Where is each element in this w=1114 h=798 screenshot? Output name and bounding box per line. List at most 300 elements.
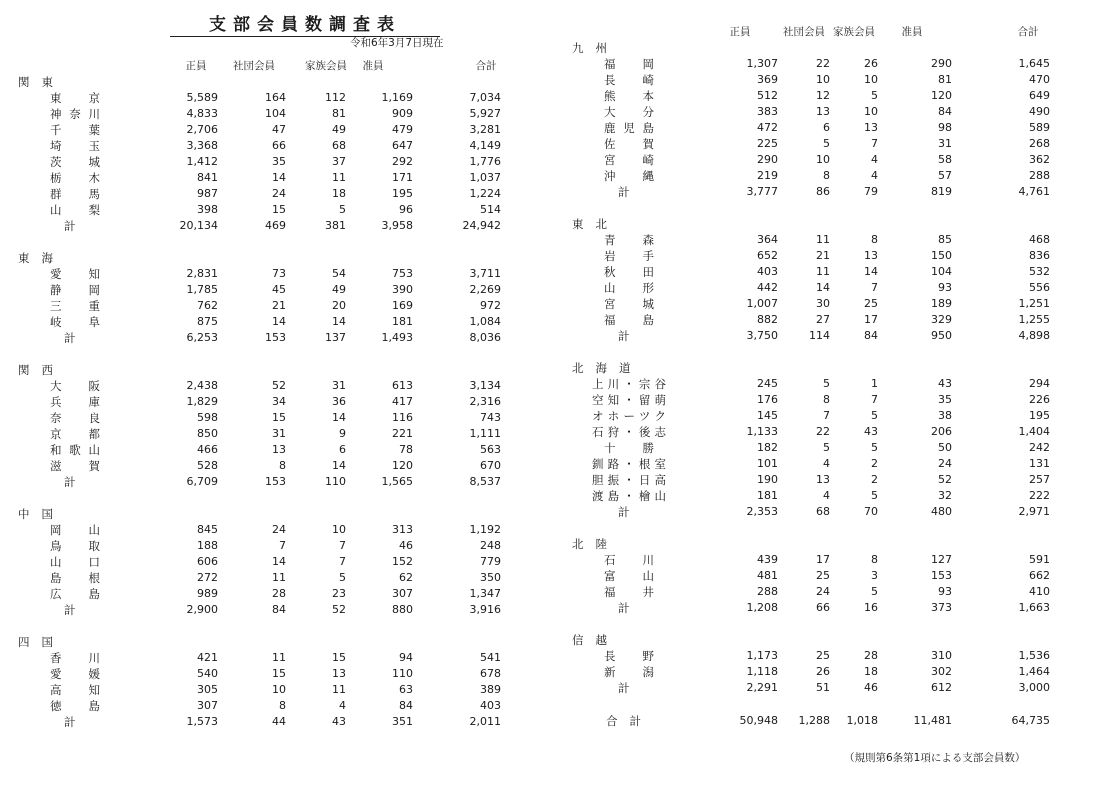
value-cell: 114 — [809, 329, 830, 342]
value-cell: 442 — [757, 281, 778, 294]
value-cell: 36 — [332, 395, 346, 408]
value-cell: 1,037 — [469, 171, 501, 184]
header-kazoku: 家族会員 — [833, 26, 875, 38]
value-cell: 4,833 — [186, 107, 218, 120]
value-cell: 9 — [339, 427, 346, 440]
table-row — [18, 458, 558, 474]
branch-name: 福井 — [604, 585, 654, 599]
value-cell: 950 — [931, 329, 952, 342]
value-cell: 836 — [1029, 249, 1050, 262]
value-cell: 2,706 — [186, 123, 218, 136]
table-row — [18, 394, 558, 410]
region-name: 東海 — [18, 251, 65, 265]
branch-name: 大分 — [604, 105, 654, 119]
table-row — [18, 106, 558, 122]
value-cell: 850 — [197, 427, 218, 440]
value-cell: 7 — [871, 281, 878, 294]
value-cell: 153 — [265, 331, 286, 344]
region-name: 中国 — [18, 507, 65, 521]
value-cell: 1,118 — [746, 665, 778, 678]
value-cell: 305 — [197, 683, 218, 696]
table-row — [572, 88, 1112, 104]
table-row — [18, 202, 558, 218]
value-cell: 310 — [931, 649, 952, 662]
branch-name: 静岡 — [50, 283, 100, 297]
value-cell: 131 — [1029, 457, 1050, 470]
value-cell: 21 — [816, 249, 830, 262]
value-cell: 5 — [823, 137, 830, 150]
branch-name: 山口 — [50, 555, 100, 569]
as-of-date: 令和6年3月7日現在 — [350, 37, 444, 49]
value-cell: 3,777 — [746, 185, 778, 198]
region-name: 四国 — [18, 635, 65, 649]
value-cell: 469 — [265, 219, 286, 232]
value-cell: 14 — [272, 555, 286, 568]
value-cell: 14 — [272, 315, 286, 328]
value-cell: 37 — [332, 155, 346, 168]
value-cell: 417 — [392, 395, 413, 408]
value-cell: 1,536 — [1018, 649, 1050, 662]
value-cell: 7 — [871, 393, 878, 406]
subtotal-label: 計 — [64, 219, 76, 233]
table-row — [572, 392, 1112, 408]
value-cell: 116 — [392, 411, 413, 424]
value-cell: 153 — [931, 569, 952, 582]
spacer — [572, 696, 1112, 712]
header-seiin: 正員 — [729, 26, 751, 38]
region-name: 関東 — [18, 75, 65, 89]
value-cell: 32 — [938, 489, 952, 502]
region-row — [572, 632, 1112, 648]
value-cell: 112 — [325, 91, 346, 104]
value-cell: 14 — [332, 411, 346, 424]
value-cell: 23 — [332, 587, 346, 600]
table-row — [18, 298, 558, 314]
value-cell: 70 — [864, 505, 878, 518]
value-cell: 15 — [272, 203, 286, 216]
value-cell: 25 — [816, 649, 830, 662]
value-cell: 20,134 — [179, 219, 218, 232]
value-cell: 2,316 — [469, 395, 501, 408]
value-cell: 38 — [938, 409, 952, 422]
value-cell: 753 — [392, 267, 413, 280]
value-cell: 2,438 — [186, 379, 218, 392]
value-cell: 3,711 — [469, 267, 501, 280]
value-cell: 51 — [816, 681, 830, 694]
spacer — [18, 618, 558, 634]
footnote: （規則第6条第1項による支部会員数） — [844, 752, 1026, 764]
header-junin: 准員 — [901, 26, 923, 38]
value-cell: 4 — [871, 169, 878, 182]
table-row — [18, 378, 558, 394]
table-row — [572, 440, 1112, 456]
value-cell: 13 — [864, 121, 878, 134]
value-cell: 27 — [816, 313, 830, 326]
value-cell: 292 — [392, 155, 413, 168]
value-cell: 439 — [757, 553, 778, 566]
table-row — [572, 376, 1112, 392]
value-cell: 13 — [332, 667, 346, 680]
value-cell: 44 — [272, 715, 286, 728]
value-cell: 1,573 — [186, 715, 218, 728]
spacer — [18, 490, 558, 506]
value-cell: 8 — [823, 393, 830, 406]
value-cell: 13 — [816, 105, 830, 118]
table-row — [572, 104, 1112, 120]
value-cell: 153 — [265, 475, 286, 488]
value-cell: 532 — [1029, 265, 1050, 278]
value-cell: 3,281 — [469, 123, 501, 136]
value-cell: 7 — [279, 539, 286, 552]
value-cell: 4,761 — [1018, 185, 1050, 198]
value-cell: 10 — [864, 105, 878, 118]
branch-name: 富山 — [604, 569, 654, 583]
value-cell: 1,224 — [469, 187, 501, 200]
branch-name: 宮城 — [604, 297, 654, 311]
value-cell: 188 — [197, 539, 218, 552]
value-cell: 589 — [1029, 121, 1050, 134]
value-cell: 62 — [399, 571, 413, 584]
branch-name: 三重 — [50, 299, 100, 313]
value-cell: 3 — [871, 569, 878, 582]
value-cell: 383 — [757, 105, 778, 118]
branch-name: 空知・留萌 — [592, 393, 666, 407]
value-cell: 137 — [325, 331, 346, 344]
value-cell: 68 — [332, 139, 346, 152]
region-name: 九州 — [572, 41, 619, 55]
value-cell: 528 — [197, 459, 218, 472]
table-row — [18, 410, 558, 426]
value-cell: 3,368 — [186, 139, 218, 152]
table-row — [572, 552, 1112, 568]
value-cell: 466 — [197, 443, 218, 456]
value-cell: 13 — [864, 249, 878, 262]
value-cell: 120 — [392, 459, 413, 472]
table-row — [572, 168, 1112, 184]
value-cell: 5,927 — [469, 107, 501, 120]
value-cell: 206 — [931, 425, 952, 438]
value-cell: 290 — [757, 153, 778, 166]
value-cell: 46 — [399, 539, 413, 552]
table-row — [18, 538, 558, 554]
value-cell: 1,251 — [1018, 297, 1050, 310]
value-cell: 110 — [325, 475, 346, 488]
value-cell: 14 — [332, 459, 346, 472]
value-cell: 670 — [480, 459, 501, 472]
value-cell: 164 — [265, 91, 286, 104]
table-header — [572, 24, 1112, 40]
branch-name: 胆振・日高 — [592, 473, 666, 487]
branch-name: 山形 — [604, 281, 654, 295]
value-cell: 373 — [931, 601, 952, 614]
value-cell: 84 — [272, 603, 286, 616]
value-cell: 5 — [339, 203, 346, 216]
branch-name: 長崎 — [604, 73, 654, 87]
value-cell: 2,011 — [469, 715, 501, 728]
value-cell: 24 — [938, 457, 952, 470]
value-cell: 25 — [864, 297, 878, 310]
value-cell: 17 — [816, 553, 830, 566]
value-cell: 182 — [757, 441, 778, 454]
value-cell: 150 — [931, 249, 952, 262]
value-cell: 1,084 — [469, 315, 501, 328]
value-cell: 25 — [816, 569, 830, 582]
branch-name: 熊本 — [604, 89, 654, 103]
table-row — [572, 456, 1112, 472]
subtotal-row — [572, 600, 1112, 616]
table-row — [18, 122, 558, 138]
value-cell: 96 — [399, 203, 413, 216]
value-cell: 6,253 — [186, 331, 218, 344]
table-row — [18, 586, 558, 602]
branch-name: 上川・宗谷 — [592, 377, 666, 391]
value-cell: 93 — [938, 281, 952, 294]
value-cell: 2 — [871, 473, 878, 486]
value-cell: 403 — [757, 265, 778, 278]
value-cell: 49 — [332, 123, 346, 136]
table-row — [572, 472, 1112, 488]
value-cell: 662 — [1029, 569, 1050, 582]
subtotal-row — [18, 474, 558, 490]
branch-name: 奈良 — [50, 411, 100, 425]
value-cell: 1,018 — [846, 714, 878, 727]
value-cell: 18 — [332, 187, 346, 200]
branch-name: 広島 — [50, 587, 100, 601]
branch-name: 徳島 — [50, 699, 100, 713]
value-cell: 46 — [864, 681, 878, 694]
subtotal-label: 計 — [64, 715, 76, 729]
value-cell: 248 — [480, 539, 501, 552]
value-cell: 3,750 — [746, 329, 778, 342]
value-cell: 841 — [197, 171, 218, 184]
value-cell: 540 — [197, 667, 218, 680]
value-cell: 8,036 — [469, 331, 501, 344]
value-cell: 17 — [864, 313, 878, 326]
table-row — [18, 554, 558, 570]
table-row — [18, 650, 558, 666]
value-cell: 31 — [332, 379, 346, 392]
grand-total-row — [572, 712, 1112, 730]
value-cell: 762 — [197, 299, 218, 312]
value-cell: 13 — [272, 443, 286, 456]
subtotal-label: 計 — [618, 681, 630, 695]
value-cell: 73 — [272, 267, 286, 280]
value-cell: 514 — [480, 203, 501, 216]
value-cell: 7 — [339, 555, 346, 568]
value-cell: 880 — [392, 603, 413, 616]
table-row — [572, 296, 1112, 312]
value-cell: 35 — [938, 393, 952, 406]
branch-name: 佐賀 — [604, 137, 654, 151]
table-row — [18, 154, 558, 170]
value-cell: 294 — [1029, 377, 1050, 390]
value-cell: 104 — [931, 265, 952, 278]
value-cell: 652 — [757, 249, 778, 262]
value-cell: 4 — [339, 699, 346, 712]
header-junin: 准員 — [362, 60, 384, 72]
value-cell: 5 — [823, 441, 830, 454]
value-cell: 63 — [399, 683, 413, 696]
grand-total-label: 合計 — [606, 714, 653, 728]
value-cell: 226 — [1029, 393, 1050, 406]
value-cell: 20 — [332, 299, 346, 312]
value-cell: 819 — [931, 185, 952, 198]
branch-name: 埼玉 — [50, 139, 100, 153]
region-name: 北海道 — [572, 361, 643, 375]
table-row — [18, 170, 558, 186]
value-cell: 1,133 — [746, 425, 778, 438]
value-cell: 369 — [757, 73, 778, 86]
branch-name: 島根 — [50, 571, 100, 585]
value-cell: 470 — [1029, 73, 1050, 86]
value-cell: 302 — [931, 665, 952, 678]
table-row — [18, 314, 558, 330]
value-cell: 268 — [1029, 137, 1050, 150]
value-cell: 31 — [272, 427, 286, 440]
value-cell: 987 — [197, 187, 218, 200]
value-cell: 52 — [272, 379, 286, 392]
value-cell: 8,537 — [469, 475, 501, 488]
value-cell: 398 — [197, 203, 218, 216]
value-cell: 24 — [816, 585, 830, 598]
value-cell: 288 — [757, 585, 778, 598]
spacer — [572, 200, 1112, 216]
value-cell: 3,916 — [469, 603, 501, 616]
value-cell: 5 — [339, 571, 346, 584]
value-cell: 13 — [816, 473, 830, 486]
value-cell: 57 — [938, 169, 952, 182]
table-row — [572, 584, 1112, 600]
spacer — [18, 346, 558, 362]
subtotal-label: 計 — [618, 505, 630, 519]
subtotal-row — [18, 602, 558, 618]
value-cell: 612 — [931, 681, 952, 694]
branch-name: 山梨 — [50, 203, 100, 217]
branch-name: 福島 — [604, 313, 654, 327]
value-cell: 480 — [931, 505, 952, 518]
value-cell: 556 — [1029, 281, 1050, 294]
value-cell: 26 — [864, 57, 878, 70]
value-cell: 390 — [392, 283, 413, 296]
value-cell: 1,007 — [746, 297, 778, 310]
branch-name: 鳥取 — [50, 539, 100, 553]
subtotal-row — [572, 680, 1112, 696]
value-cell: 47 — [272, 123, 286, 136]
value-cell: 2,291 — [746, 681, 778, 694]
branch-name: 茨城 — [50, 155, 100, 169]
branch-name: オホーツク — [592, 409, 666, 423]
branch-name: 神奈川 — [50, 107, 100, 121]
region-name: 関西 — [18, 363, 65, 377]
table-row — [572, 312, 1112, 328]
value-cell: 613 — [392, 379, 413, 392]
value-cell: 410 — [1029, 585, 1050, 598]
value-cell: 313 — [392, 523, 413, 536]
value-cell: 1,404 — [1018, 425, 1050, 438]
branch-name: 香川 — [50, 651, 100, 665]
value-cell: 10 — [332, 523, 346, 536]
value-cell: 171 — [392, 171, 413, 184]
value-cell: 10 — [272, 683, 286, 696]
value-cell: 2,971 — [1018, 505, 1050, 518]
value-cell: 10 — [864, 73, 878, 86]
branch-name: 兵庫 — [50, 395, 100, 409]
value-cell: 34 — [272, 395, 286, 408]
region-row — [18, 506, 558, 522]
value-cell: 11 — [816, 265, 830, 278]
value-cell: 43 — [332, 715, 346, 728]
value-cell: 10 — [816, 153, 830, 166]
value-cell: 989 — [197, 587, 218, 600]
value-cell: 181 — [392, 315, 413, 328]
value-cell: 54 — [332, 267, 346, 280]
table-row — [572, 72, 1112, 88]
region-row — [572, 40, 1112, 56]
value-cell: 24 — [272, 523, 286, 536]
region-row — [18, 74, 558, 90]
value-cell: 30 — [816, 297, 830, 310]
branch-name: 宮崎 — [604, 153, 654, 167]
value-cell: 909 — [392, 107, 413, 120]
value-cell: 743 — [480, 411, 501, 424]
value-cell: 84 — [864, 329, 878, 342]
value-cell: 351 — [392, 715, 413, 728]
region-row — [572, 536, 1112, 552]
value-cell: 169 — [392, 299, 413, 312]
value-cell: 176 — [757, 393, 778, 406]
value-cell: 52 — [332, 603, 346, 616]
region-name: 北陸 — [572, 537, 619, 551]
page-title: 支部会員数調査表 — [170, 10, 440, 37]
value-cell: 15 — [272, 411, 286, 424]
value-cell: 272 — [197, 571, 218, 584]
value-cell: 15 — [332, 651, 346, 664]
spacer — [18, 234, 558, 250]
table-row — [572, 120, 1112, 136]
table-row — [18, 682, 558, 698]
branch-name: 東京 — [50, 91, 100, 105]
value-cell: 481 — [757, 569, 778, 582]
value-cell: 219 — [757, 169, 778, 182]
branch-name: 京都 — [50, 427, 100, 441]
subtotal-label: 計 — [64, 475, 76, 489]
value-cell: 678 — [480, 667, 501, 680]
branch-name: 沖縄 — [604, 169, 654, 183]
branch-name: 和歌山 — [50, 443, 100, 457]
value-cell: 8 — [279, 699, 286, 712]
value-cell: 882 — [757, 313, 778, 326]
table-row — [18, 698, 558, 714]
table-row — [18, 666, 558, 682]
value-cell: 195 — [1029, 409, 1050, 422]
table-row — [572, 664, 1112, 680]
value-cell: 24 — [272, 187, 286, 200]
branch-name: 渡島・檜山 — [592, 489, 666, 503]
value-cell: 104 — [265, 107, 286, 120]
value-cell: 45 — [272, 283, 286, 296]
value-cell: 7 — [871, 137, 878, 150]
value-cell: 24,942 — [462, 219, 501, 232]
value-cell: 4,898 — [1018, 329, 1050, 342]
value-cell: 190 — [757, 473, 778, 486]
value-cell: 31 — [938, 137, 952, 150]
value-cell: 591 — [1029, 553, 1050, 566]
value-cell: 8 — [823, 169, 830, 182]
value-cell: 189 — [931, 297, 952, 310]
value-cell: 78 — [399, 443, 413, 456]
subtotal-label: 計 — [618, 185, 630, 199]
value-cell: 2,353 — [746, 505, 778, 518]
